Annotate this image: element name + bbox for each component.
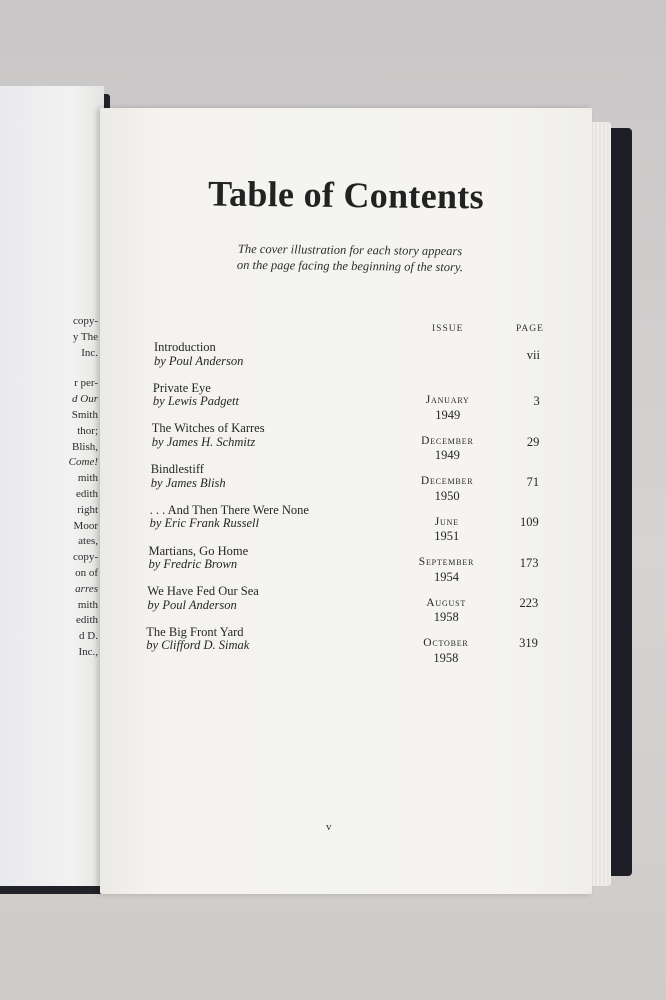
left-page-line: thor; xyxy=(77,424,98,437)
entry-issue-month: June xyxy=(434,515,459,528)
page-folio: v xyxy=(326,821,332,833)
entry-issue-year: 1958 xyxy=(433,610,459,625)
left-page-line: Inc. xyxy=(81,346,98,359)
entry-page-number: 173 xyxy=(519,555,539,570)
page-column-header: PAGE xyxy=(516,324,544,334)
entry-issue-month: October xyxy=(423,637,469,650)
contents-entry xyxy=(100,544,592,586)
entry-author: by Poul Anderson xyxy=(147,597,237,612)
entry-issue-year: 1954 xyxy=(434,569,459,584)
entry-title: Private Eye xyxy=(152,380,211,395)
entry-title: The Big Front Yard xyxy=(146,624,244,639)
entry-author: by Eric Frank Russell xyxy=(149,516,259,531)
contents-entry xyxy=(100,584,592,626)
entry-page-number: 71 xyxy=(526,475,540,489)
entry-author: by Poul Anderson xyxy=(154,353,244,368)
left-page-line: edith xyxy=(76,487,98,500)
subtitle-line: on the page facing the beginning of the story. xyxy=(236,257,463,275)
left-page-line: Moor xyxy=(73,519,98,532)
subtitle xyxy=(210,241,490,276)
left-page-line: edith xyxy=(76,614,98,627)
left-page-line: d Our xyxy=(72,393,98,406)
contents-entry xyxy=(100,462,592,504)
entry-issue-year: 1949 xyxy=(435,407,461,422)
left-page-line: copy- xyxy=(72,315,98,327)
entry-issue-month: December xyxy=(420,475,474,488)
entry-page-number: 29 xyxy=(526,434,540,449)
left-page-text xyxy=(18,314,98,661)
entry-page-number: vii xyxy=(526,348,540,362)
entry-issue-month: January xyxy=(425,394,470,406)
entry-issue-year: 1951 xyxy=(434,529,460,544)
contents-entry xyxy=(100,340,592,382)
entry-author: by Clifford D. Simak xyxy=(146,638,250,653)
left-page-line: d D. xyxy=(79,630,98,643)
entry-issue-month: September xyxy=(418,556,475,569)
entry-page-number: 223 xyxy=(519,596,539,611)
entry-page-number: 319 xyxy=(519,636,538,651)
entry-title: We Have Fed Our Sea xyxy=(147,584,259,599)
entry-title: Introduction xyxy=(154,340,216,354)
contents-entry xyxy=(100,421,592,463)
contents-entry xyxy=(100,625,592,667)
contents-entry xyxy=(100,503,592,545)
left-page-line: copy- xyxy=(72,551,98,564)
entry-issue-month: December xyxy=(421,434,474,447)
left-page-line: Inc., xyxy=(78,645,98,658)
left-page-line: r per- xyxy=(74,377,98,390)
entry-title: Martians, Go Home xyxy=(148,543,249,558)
left-page-line xyxy=(18,361,98,376)
left-page-line: Blish, xyxy=(72,440,98,453)
entry-page-number: 109 xyxy=(520,515,539,530)
entry-author: by James H. Schmitz xyxy=(151,434,256,449)
issue-column-header: ISSUE xyxy=(432,324,464,334)
entry-issue-year: 1950 xyxy=(434,488,460,503)
entry-author: by James Blish xyxy=(150,475,226,490)
left-page-line: mith xyxy=(77,472,98,485)
entry-issue-month: August xyxy=(426,596,467,609)
left-page-line: ates, xyxy=(78,535,98,548)
left-page-line: y The xyxy=(72,330,98,343)
entry-author: by Lewis Padgett xyxy=(152,394,239,409)
left-facing-page xyxy=(0,86,104,886)
entry-author: by Fredric Brown xyxy=(148,557,238,571)
entry-issue-year: 1949 xyxy=(434,448,460,463)
page-title: Table of Contents xyxy=(207,173,485,217)
left-page-line: Smith xyxy=(71,408,98,421)
entry-title: . . . And Then There Were None xyxy=(149,502,309,517)
entry-title: The Witches of Karres xyxy=(151,421,265,436)
contents-entry xyxy=(100,381,592,423)
entry-title: Bindlestiff xyxy=(150,462,204,477)
entry-page-number: 3 xyxy=(533,394,540,409)
left-page-line: arres xyxy=(75,582,98,595)
left-page-line: mith xyxy=(77,598,98,611)
left-page-line: right xyxy=(77,503,98,516)
subtitle-line: The cover illustration for each story appears xyxy=(237,241,463,259)
contents-page xyxy=(100,108,592,894)
left-page-line: Come! xyxy=(68,456,98,469)
entry-issue-year: 1958 xyxy=(433,650,459,665)
left-page-line: on of xyxy=(75,566,98,579)
